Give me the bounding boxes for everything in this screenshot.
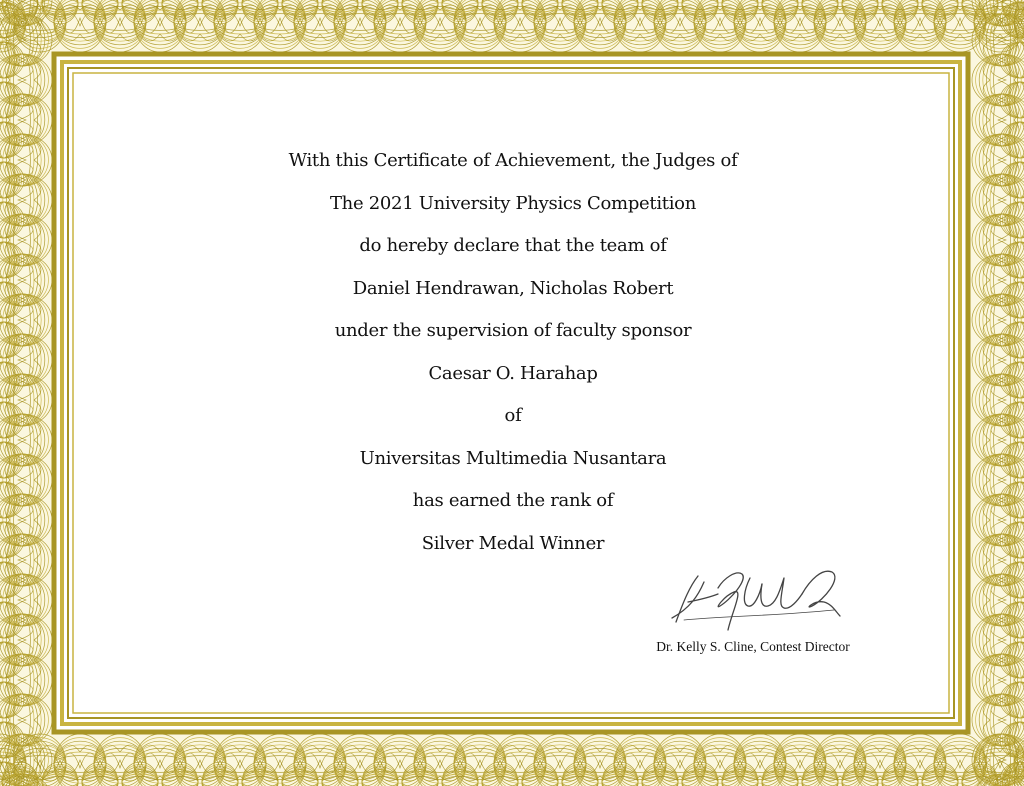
handwritten-signature-icon	[664, 560, 844, 640]
award-rank: Silver Medal Winner	[421, 532, 605, 554]
of-line: of	[504, 405, 522, 426]
team-members: Daniel Hendrawan, Nicholas Robert	[352, 277, 674, 299]
declaration-line: do hereby declare that the team of	[359, 235, 667, 256]
signer-name: Dr. Kelly S. Cline, Contest Director	[656, 639, 850, 654]
rank-intro-line: has earned the rank of	[412, 490, 614, 511]
supervision-line: under the supervision of faculty sponsor	[334, 320, 692, 341]
competition-name: The 2021 University Physics Competition	[329, 192, 697, 214]
institution-name: Universitas Multimedia Nusantara	[359, 447, 667, 469]
certificate-body	[78, 140, 948, 565]
faculty-sponsor: Caesar O. Harahap	[428, 362, 598, 384]
certificate-intro-line: With this Certificate of Achievement, the Judges of	[288, 150, 738, 171]
